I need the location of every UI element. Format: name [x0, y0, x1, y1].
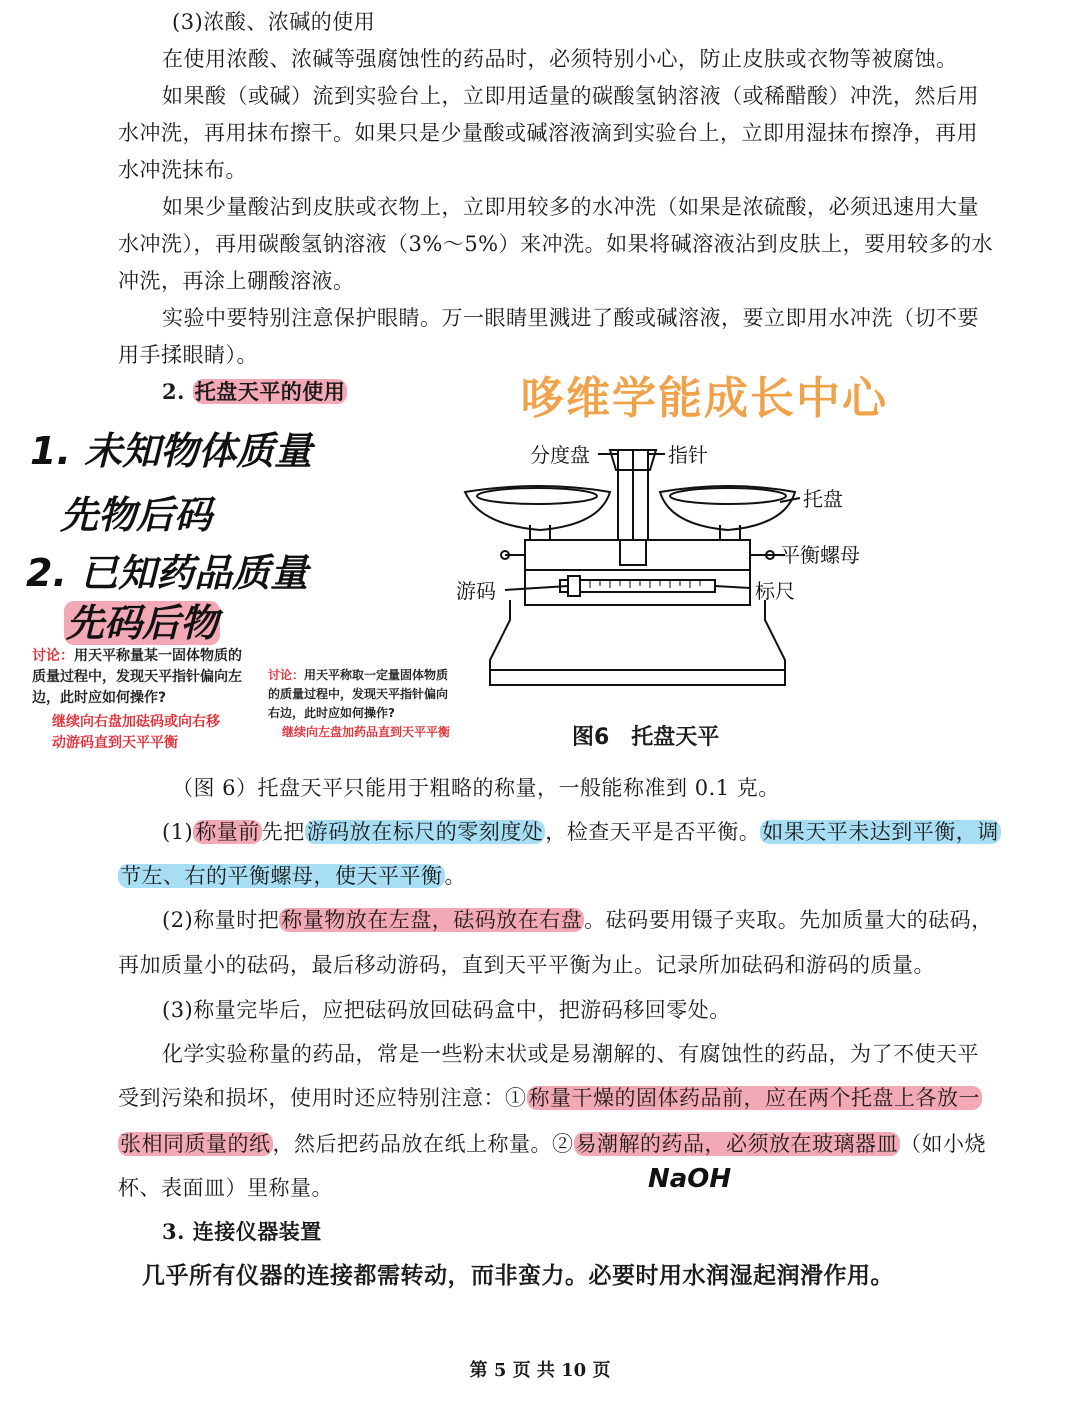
paragraph-line: 再加质量小的砝码，最后移动游码，直到天平平衡为止。记录所加砝码和游码的质量。 — [118, 953, 935, 977]
handwritten-note: 先物后码 — [60, 493, 213, 537]
section-heading-connection: 3. 连接仪器装置 — [162, 1219, 322, 1244]
label-nut: 平衡螺母 — [780, 543, 860, 567]
paragraph-line: 水冲洗抹布。 — [118, 158, 247, 182]
paragraph-line: 如果少量酸沾到皮肤或衣物上，立即用较多的水冲洗（如果是浓硫酸，必须迅速用大量 — [162, 195, 979, 219]
section-heading-concentrated: (3)浓酸、浓碱的使用 — [172, 10, 376, 34]
label-tray: 托盘 — [803, 487, 843, 511]
paragraph-line: (1)称量前先把游码放在标尺的零刻度处，检查天平是否平衡。如果天平未达到平衡，调 — [162, 820, 999, 844]
paragraph-line: 水冲洗），再用碳酸氢钠溶液（3%～5%）来冲洗。如果将碱溶液沾到皮肤上，要用较多的水 — [118, 232, 994, 256]
discussion-answer: 继续向左盘加药品直到天平平衡 — [282, 725, 451, 739]
paragraph-line: 冲洗，再涂上硼酸溶液。 — [118, 269, 355, 293]
paragraph-line: 水冲洗，再用抹布擦干。如果只是少量酸或碱溶液滴到实验台上，立即用湿抹布擦净，再用 — [118, 121, 978, 145]
section-title-highlight: 托盘天平的使用 — [194, 379, 346, 404]
paragraph-line: 张相同质量的纸，然后把药品放在纸上称量。②易潮解的药品，必须放在玻璃器皿（如小烧 — [120, 1132, 986, 1156]
discussion-question: 用天平称取一定量固体物质的质量过程中，发现天平指针偏向右边，此时应如何操作? — [268, 668, 449, 720]
paragraph-line: (3)称量完毕后，应把砝码放回砝码盒中，把游码移回零处。 — [162, 998, 731, 1022]
discussion-label: 讨论： — [32, 648, 74, 664]
paragraph-line: 实验中要特别注意保护眼睛。万一眼睛里溅进了酸或碱溶液，要立即用水冲洗（切不要 — [162, 306, 979, 330]
paragraph-line: 如果酸（或碱）流到实验台上，立即用适量的碳酸氢钠溶液（或稀醋酸）冲洗，然后用 — [162, 84, 979, 108]
discussion-box-2 — [268, 666, 453, 742]
label-dial: 分度盘 — [530, 443, 590, 467]
watermark: 哆维学能成长中心 — [520, 373, 888, 424]
paragraph-line: (2)称量时把称量物放在左盘，砝码放在右盘。砝码要用镊子夹取。先加质量大的砝码， — [162, 908, 993, 932]
label-scale: 标尺 — [755, 579, 795, 603]
paragraph-line: 化学实验称量的药品，常是一些粉末状或是易潮解的、有腐蚀性的药品，为了不使天平 — [162, 1042, 979, 1066]
discussion-box-1 — [32, 646, 242, 754]
discussion-answer: 继续向右盘加砝码或向右移动游码直到天平平衡 — [52, 714, 220, 751]
paragraph-line: 用手揉眼睛）。 — [118, 343, 258, 367]
paragraph-line: 杯、表面皿）里称量。 — [118, 1176, 333, 1200]
label-pointer: 指针 — [668, 443, 708, 467]
paragraph-line: 节左、右的平衡螺母，使天平平衡。 — [120, 864, 466, 888]
emphasis-line: 几乎所有仪器的连接都需转动，而非蛮力。必要时用水润湿起润滑作用。 — [142, 1263, 894, 1289]
section-heading-balance — [162, 378, 347, 406]
figure-caption: 图6 托盘天平 — [572, 725, 720, 750]
handwritten-note: 2. 已知药品质量 — [26, 551, 309, 595]
discussion-question: 用天平称量某一固体物质的质量过程中，发现天平指针偏向左边，此时应如何操作? — [32, 648, 242, 706]
handwritten-naoh: NaOH — [648, 1164, 732, 1194]
discussion-label: 讨论： — [268, 668, 305, 682]
handwritten-note-highlight: 先码后物 — [66, 601, 219, 645]
section-number: 2. — [162, 379, 185, 404]
tray-balance-figure — [450, 430, 870, 700]
handwritten-note: 1. 未知物体质量 — [30, 429, 313, 473]
paragraph-line: 受到污染和损坏，使用时还应特别注意：①称量干燥的固体药品前，应在两个托盘上各放一 — [118, 1086, 980, 1110]
label-rider: 游码 — [456, 579, 496, 603]
page-footer: 第 5 页 共 10 页 — [469, 1360, 611, 1381]
paragraph-line: （图 6）托盘天平只能用于粗略的称量，一般能称准到 0.1 克。 — [172, 776, 780, 800]
paragraph-line: 在使用浓酸、浓碱等强腐蚀性的药品时，必须特别小心，防止皮肤或衣物等被腐蚀。 — [162, 47, 958, 71]
